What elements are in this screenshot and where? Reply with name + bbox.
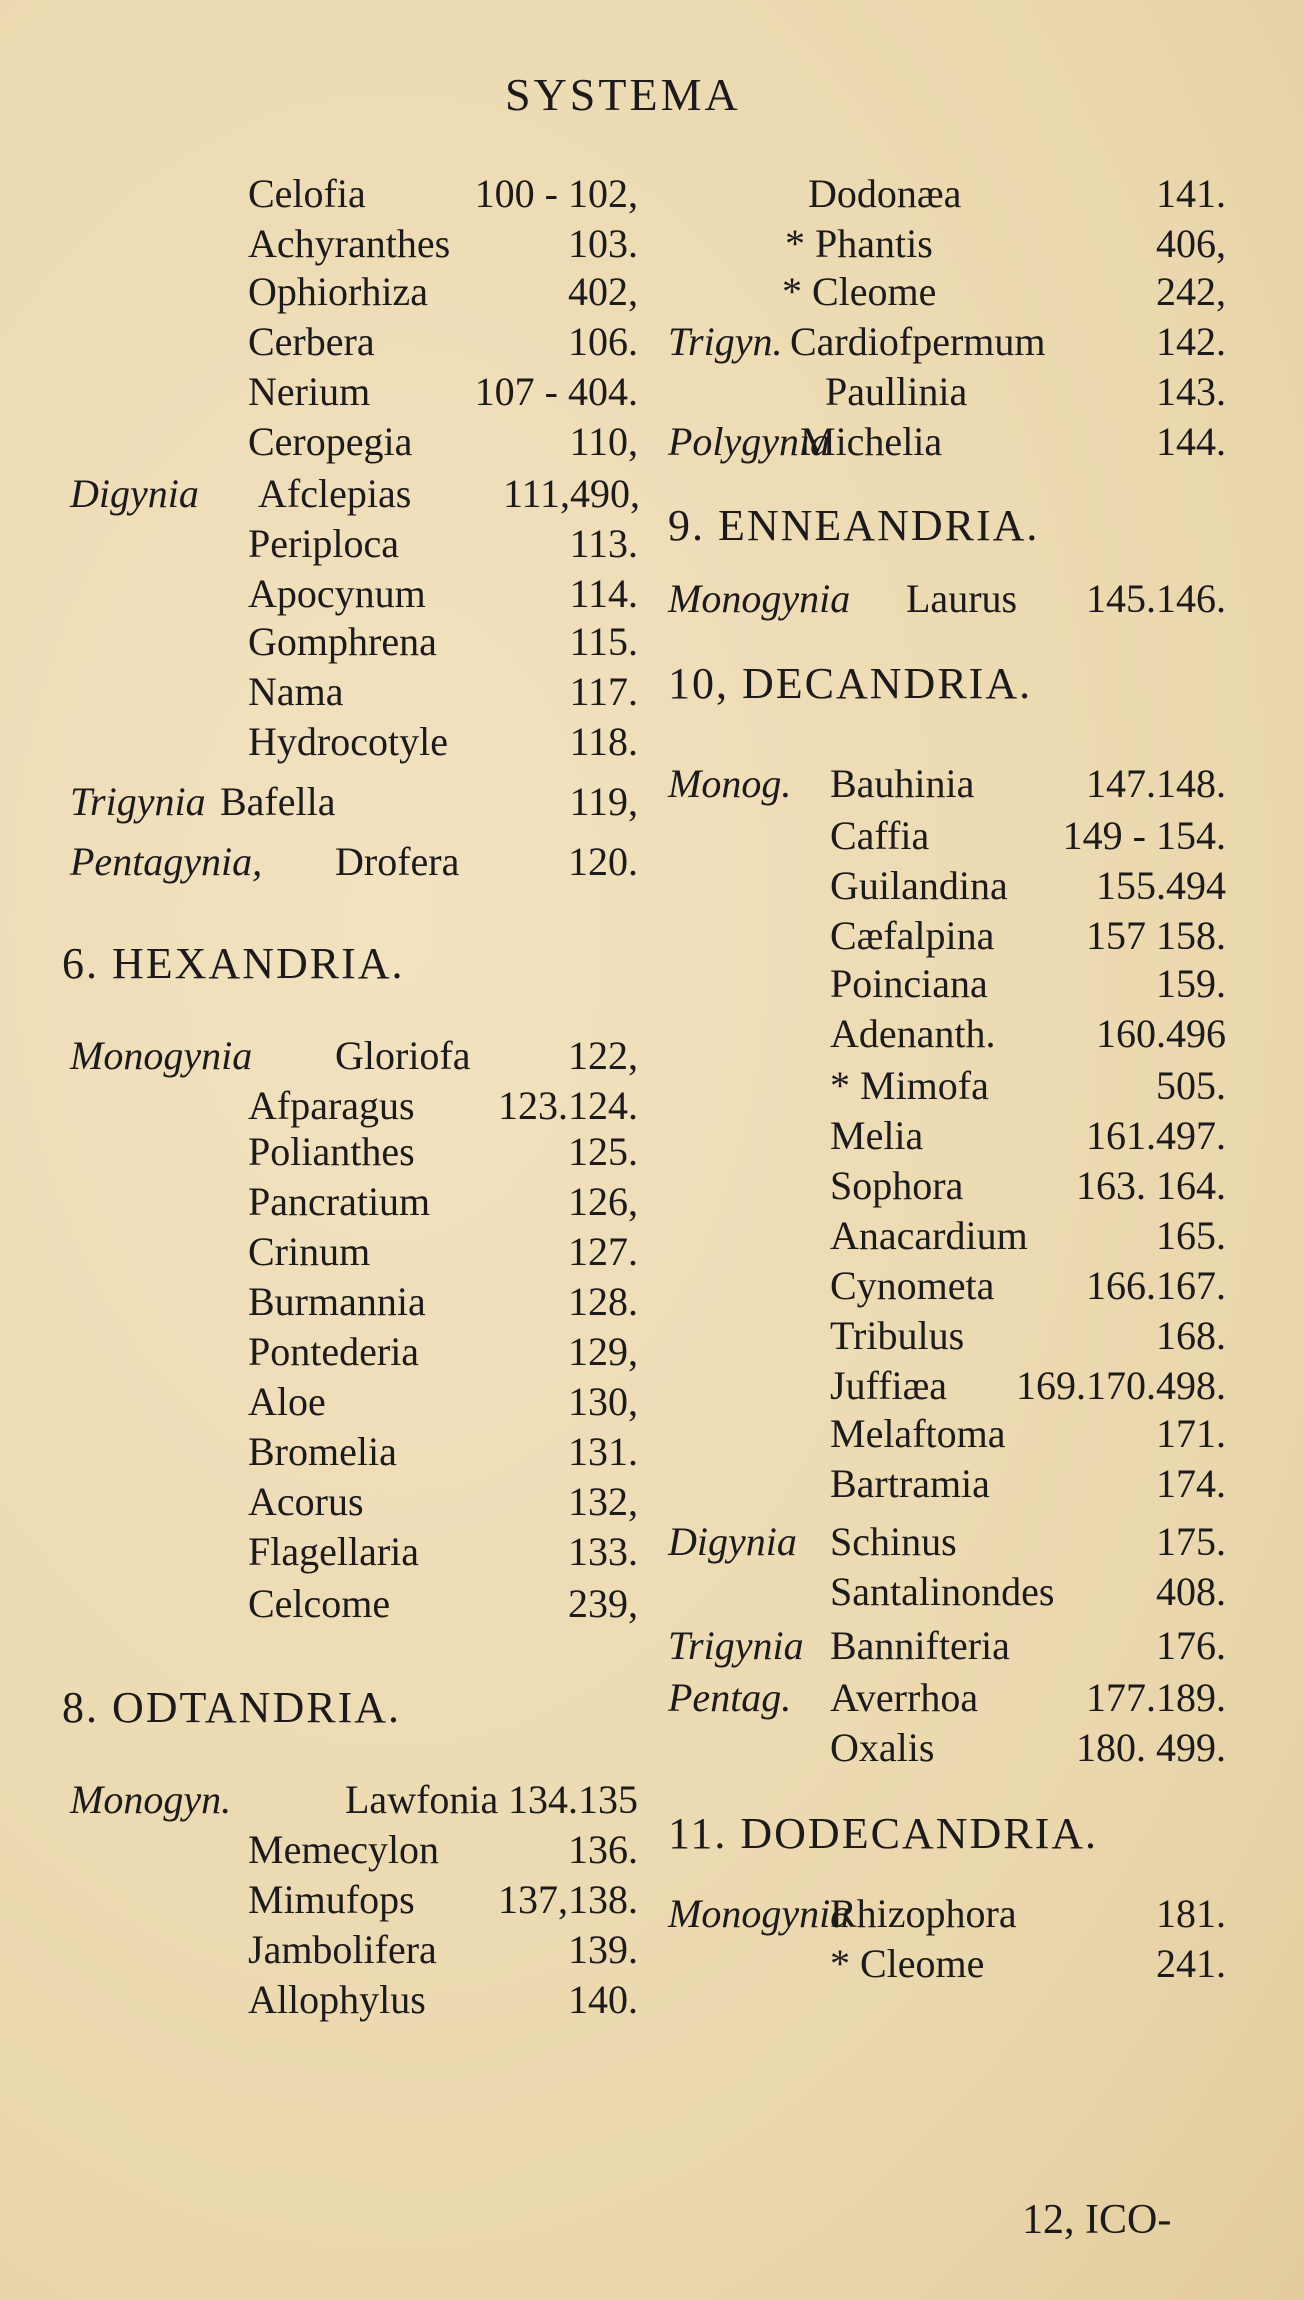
section-heading: 11. DODECANDRIA. xyxy=(668,1809,1099,1858)
genus-name: Periploca xyxy=(248,521,400,566)
page-number: 133. xyxy=(568,1529,638,1574)
genus-name: Melaftoma xyxy=(830,1411,1006,1456)
genus-name: Cerbera xyxy=(248,319,375,364)
genus-name: Bauhinia xyxy=(830,761,975,806)
genus-name: Drofera xyxy=(335,839,460,884)
page-number: 157 158. xyxy=(1086,913,1226,958)
page-number: 175. xyxy=(1156,1519,1226,1564)
page-number: 241. xyxy=(1156,1941,1226,1986)
page-number: 119, xyxy=(569,779,638,824)
genus-name: Afparagus xyxy=(248,1083,415,1128)
page-number: 111,490, xyxy=(502,471,640,516)
genus-name: * Phantis xyxy=(785,221,933,266)
genus-name: Acorus xyxy=(248,1479,364,1524)
page-number: 176. xyxy=(1156,1623,1226,1668)
genus-name: Mimufops xyxy=(248,1877,415,1922)
genus-name: Rhizophora xyxy=(830,1891,1017,1936)
genus-name: Nerium xyxy=(248,369,371,414)
page-number: 166.167. xyxy=(1086,1263,1226,1308)
page-number: 168. xyxy=(1156,1313,1226,1358)
order-label: Monogyn. xyxy=(70,1777,232,1822)
page-number: 100 - 102, xyxy=(474,171,638,216)
section-heading: 10, DECANDRIA. xyxy=(668,659,1033,708)
page-number: 118. xyxy=(569,719,638,764)
genus-name: Bartramia xyxy=(830,1461,990,1506)
genus-name: Gomphrena xyxy=(248,619,437,664)
page-number: 406, xyxy=(1156,221,1226,266)
page-number: 169.170.498. xyxy=(1016,1363,1226,1408)
genus-name: Memecylon xyxy=(248,1827,440,1872)
genus-name: Afclepias xyxy=(258,471,412,516)
order-label: Monogynia xyxy=(668,576,851,621)
genus-name: Aloe xyxy=(248,1379,326,1424)
order-label: Polygynia xyxy=(668,419,831,464)
genus-name: Averrhoa xyxy=(830,1675,979,1720)
page-number: 126, xyxy=(568,1179,638,1224)
genus-name: Guilandina xyxy=(830,863,1008,908)
genus-name: Bafella xyxy=(220,779,336,824)
genus-name: * Mimofa xyxy=(830,1063,989,1108)
order-label: Digynia xyxy=(70,471,199,516)
genus-name: * Cleome xyxy=(830,1941,985,1986)
order-label: Digynia xyxy=(668,1519,797,1564)
genus-name: Ophiorhiza xyxy=(248,269,428,314)
section-heading: 9. ENNEANDRIA. xyxy=(668,501,1040,550)
genus-name: Oxalis xyxy=(830,1725,935,1770)
genus-name: Cynometa xyxy=(830,1263,995,1308)
page-number: 106. xyxy=(568,319,638,364)
genus-name: Achyranthes xyxy=(248,221,451,266)
page-number: 180. 499. xyxy=(1076,1725,1226,1770)
genus-name: Pancratium xyxy=(248,1179,431,1224)
order-label: Pentag. xyxy=(668,1675,792,1720)
page-number: 130, xyxy=(568,1379,638,1424)
genus-name: Michelia xyxy=(800,419,943,464)
page-number: 505. xyxy=(1156,1063,1226,1108)
page-number: 132, xyxy=(568,1479,638,1524)
page-number: 131. xyxy=(568,1429,638,1474)
page-number: 171. xyxy=(1156,1411,1226,1456)
page-number: 141. xyxy=(1156,171,1226,216)
order-label: Monogynia xyxy=(70,1033,253,1078)
page-number: 142. xyxy=(1156,319,1226,364)
order-label: Trigyn. xyxy=(668,319,783,364)
page-number: 145.146. xyxy=(1086,576,1226,621)
page-number: 113. xyxy=(569,521,638,566)
page-number: 137,138. xyxy=(498,1877,638,1922)
genus-name: Caffia xyxy=(830,813,930,858)
genus-name: Paullinia xyxy=(825,369,968,414)
genus-name: Apocynum xyxy=(248,571,426,616)
genus-name: Schinus xyxy=(830,1519,957,1564)
page-number: 181. xyxy=(1156,1891,1226,1936)
order-label: Pentagynia, xyxy=(70,839,263,884)
page-number: 144. xyxy=(1156,419,1226,464)
genus-name: Juffiæa xyxy=(830,1363,948,1408)
page-number: 122, xyxy=(568,1033,638,1078)
order-label: Trigynia xyxy=(668,1623,804,1668)
page-number: 136. xyxy=(568,1827,638,1872)
genus-name: Anacardium xyxy=(830,1213,1028,1258)
genus-name: Laurus xyxy=(906,576,1018,621)
genus-name: Nama xyxy=(248,669,344,714)
genus-name: Adenanth. xyxy=(830,1011,996,1056)
page-number: 127. xyxy=(568,1229,638,1274)
page-number: 155.494 xyxy=(1096,863,1226,908)
genus-name: Crinum xyxy=(248,1229,371,1274)
genus-name: Polianthes xyxy=(248,1129,415,1174)
page-number: 174. xyxy=(1156,1461,1226,1506)
page-number: 165. xyxy=(1156,1213,1226,1258)
page-number: 115. xyxy=(569,619,638,664)
page-number: 129, xyxy=(568,1329,638,1374)
catchword: 12, ICO- xyxy=(1022,2197,1172,2243)
genus-name: Sophora xyxy=(830,1163,964,1208)
genus-name: Melia xyxy=(830,1113,924,1158)
genus-name: Pontederia xyxy=(248,1329,420,1374)
genus-name: Flagellaria xyxy=(248,1529,420,1574)
page-number: 103. xyxy=(568,221,638,266)
page-number: 107 - 404. xyxy=(474,369,638,414)
genus-name: Lawfonia xyxy=(345,1777,499,1822)
page-number: 177.189. xyxy=(1086,1675,1226,1720)
order-label: Trigynia xyxy=(70,779,206,824)
order-label: Monog. xyxy=(668,761,792,806)
page-number: 161.497. xyxy=(1086,1113,1226,1158)
page-number: 163. 164. xyxy=(1076,1163,1226,1208)
genus-name: Celofia xyxy=(248,171,366,216)
page-number: 159. xyxy=(1156,961,1226,1006)
page-number: 125. xyxy=(568,1129,638,1174)
page-number: 120. xyxy=(568,839,638,884)
genus-name: Jambolifera xyxy=(248,1927,437,1972)
page-number: 149 - 154. xyxy=(1062,813,1226,858)
genus-name: Poinciana xyxy=(830,961,988,1006)
genus-name: Dodonæa xyxy=(808,171,962,216)
genus-name: Tribulus xyxy=(830,1313,965,1358)
page-number: 143. xyxy=(1156,369,1226,414)
section-heading: 6. HEXANDRIA. xyxy=(62,939,405,988)
genus-name: Gloriofa xyxy=(335,1033,471,1078)
genus-name: Bannifteria xyxy=(830,1623,1010,1668)
page-number: 160.496 xyxy=(1096,1011,1226,1056)
page-number: 408. xyxy=(1156,1569,1226,1614)
section-heading: 8. ODTANDRIA. xyxy=(62,1683,402,1732)
page-number: 147.148. xyxy=(1086,761,1226,806)
page-title: SYSTEMA xyxy=(505,69,741,120)
page-number: 128. xyxy=(568,1279,638,1324)
genus-name: Santalinondes xyxy=(830,1569,1055,1614)
order-label: Monogynia xyxy=(668,1891,851,1936)
page-number: 134.135 xyxy=(508,1777,638,1822)
page-number: 139. xyxy=(568,1927,638,1972)
page-number: 110, xyxy=(569,419,638,464)
genus-name: Ceropegia xyxy=(248,419,413,464)
page-number: 123.124. xyxy=(498,1083,638,1128)
genus-name: Cæfalpina xyxy=(830,913,995,958)
genus-name: Bromelia xyxy=(248,1429,397,1474)
page-number: 140. xyxy=(568,1977,638,2022)
genus-name: Celcome xyxy=(248,1581,391,1626)
page-number: 117. xyxy=(569,669,638,714)
page-number: 114. xyxy=(569,571,638,616)
genus-name: Burmannia xyxy=(248,1279,426,1324)
page-number: 242, xyxy=(1156,269,1226,314)
genus-name: Allophylus xyxy=(248,1977,426,2022)
page-number: 402, xyxy=(568,269,638,314)
genus-name: Cardiofpermum xyxy=(790,319,1046,364)
page-number: 239, xyxy=(568,1581,638,1626)
genus-name: * Cleome xyxy=(782,269,937,314)
genus-name: Hydrocotyle xyxy=(248,719,448,764)
